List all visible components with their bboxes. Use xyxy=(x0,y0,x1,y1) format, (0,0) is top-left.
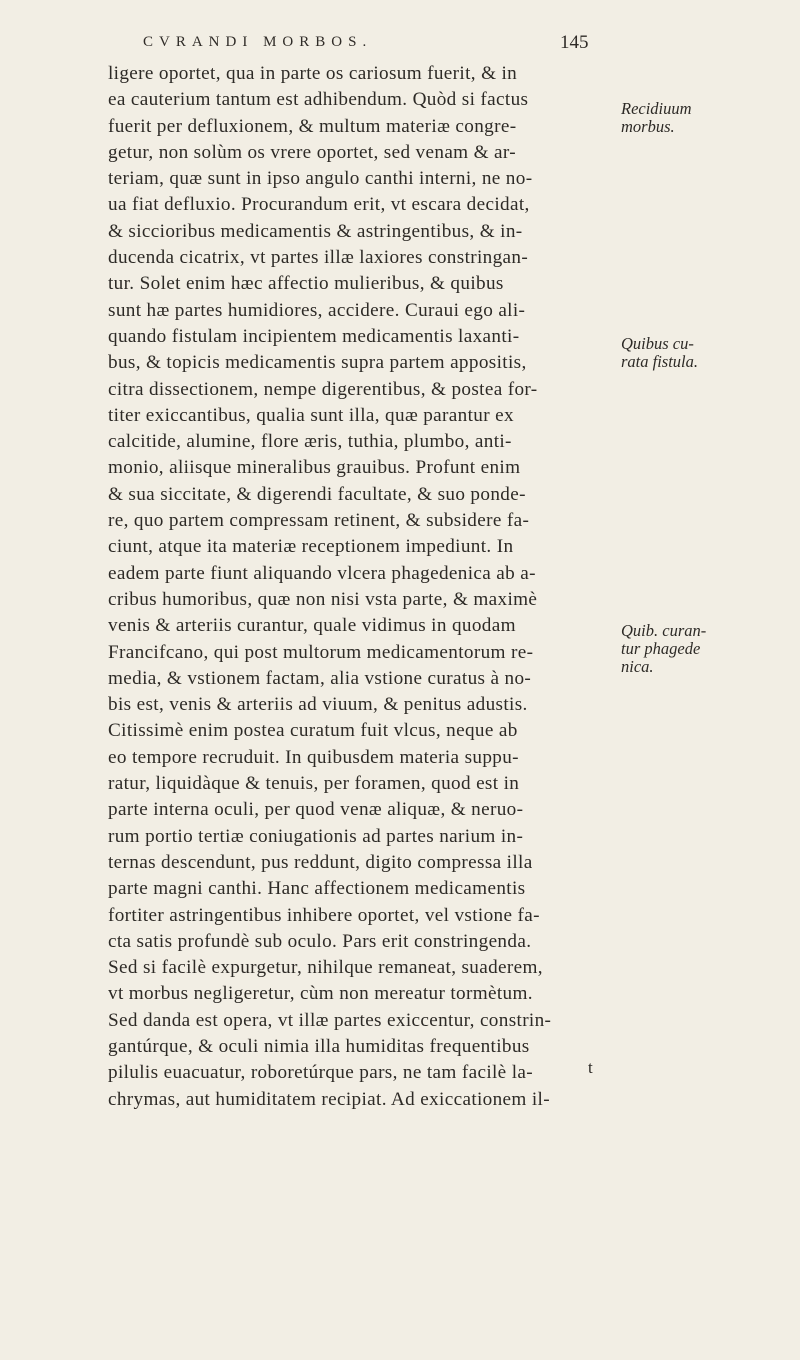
catchword: t xyxy=(588,1058,593,1077)
text-line: citra dissectionem, nempe digerentibus, & postea for- xyxy=(108,378,538,400)
text-line: fortiter astringentibus inhibere oportet, vel vstione fa- xyxy=(108,904,540,926)
text-line: gantúrque, & oculi nimia illa humiditas frequentibus xyxy=(108,1035,530,1057)
margin-note-line: morbus. xyxy=(621,117,675,136)
text-line: getur, non solùm os vrere oportet, sed venam & ar- xyxy=(108,141,516,163)
text-line: chrymas, aut humiditatem recipiat. Ad exiccationem il- xyxy=(108,1088,550,1110)
text-line: eo tempore recruduit. In quibusdem materia suppu- xyxy=(108,746,519,768)
running-head: CVRANDI MORBOS. xyxy=(143,34,373,50)
margin-note-line: Quibus cu- xyxy=(621,334,694,353)
margin-note-fistula xyxy=(621,335,791,371)
text-line: venis & arteriis curantur, quale vidimus in quodam xyxy=(108,615,516,637)
text-line: ea cauterium tantum est adhibendum. Quòd si factus xyxy=(108,89,529,111)
text-line: media, & vstionem factam, alia vstione curatus à no- xyxy=(108,667,532,689)
text-line: eadem parte fiunt aliquando vlcera phagedenica ab a- xyxy=(108,562,536,584)
text-line: sunt hæ partes humidiores, accidere. Curaui ego ali- xyxy=(108,299,526,321)
margin-note-line: Recidiuum xyxy=(621,99,692,118)
text-line: parte magni canthi. Hanc affectionem medicamentis xyxy=(108,878,526,900)
text-line: monio, aliisque mineralibus grauibus. Profunt enim xyxy=(108,457,521,479)
text-line: re, quo partem compressam retinent, & subsidere fa- xyxy=(108,510,530,532)
margin-note-line: nica. xyxy=(621,657,654,676)
text-line: teriam, quæ sunt in ipso angulo canthi interni, ne no- xyxy=(108,168,533,190)
text-line: Francifcano, qui post multorum medicamentorum re- xyxy=(108,641,534,663)
text-line: ua fiat defluxio. Procurandum erit, vt escara decidat, xyxy=(108,194,530,216)
text-line: Sed si facilè expurgetur, nihilque remaneat, suaderem, xyxy=(108,957,543,979)
margin-note-phagedenica xyxy=(621,622,791,676)
text-line: tur. Solet enim hæc affectio mulieribus, & quibus xyxy=(108,273,504,295)
page-number: 145 xyxy=(560,32,589,53)
text-line: ducenda cicatrix, vt partes illæ laxiores constringan- xyxy=(108,247,529,269)
text-line: pilulis euacuatur, roboretúrque pars, ne tam facilè la- xyxy=(108,1062,533,1084)
text-line: parte interna oculi, per quod venæ aliquæ, & neruo- xyxy=(108,799,524,821)
text-line: calcitide, alumine, flore æris, tuthia, plumbo, anti- xyxy=(108,431,512,453)
text-line: bus, & topicis medicamentis supra partem appositis, xyxy=(108,352,527,374)
text-line: ciunt, atque ita materiæ receptionem impediunt. In xyxy=(108,536,514,558)
text-line: ratur, liquidàque & tenuis, per foramen, quod est in xyxy=(108,773,520,795)
text-line: ligere oportet, qua in parte os cariosum fuerit, & in xyxy=(108,63,518,84)
margin-note-recidivum xyxy=(621,100,791,136)
text-line: ternas descendunt, pus reddunt, digito compressa illa xyxy=(108,851,533,873)
text-line: quando fistulam incipientem medicamentis laxanti- xyxy=(108,325,520,347)
main-text-block xyxy=(108,61,608,1113)
text-line: & siccioribus medicamentis & astringentibus, & in- xyxy=(108,220,523,242)
text-line: cribus humoribus, quæ non nisi vsta parte, & maximè xyxy=(108,588,538,610)
text-line: Sed danda est opera, vt illæ partes exiccentur, constrin- xyxy=(108,1009,552,1031)
text-line: fuerit per defluxionem, & multum materiæ congre- xyxy=(108,115,517,137)
text-line: rum portio tertiæ coniugationis ad partes narium in- xyxy=(108,825,524,847)
margin-note-line: rata fistula. xyxy=(621,352,699,371)
text-line: bis est, venis & arteriis ad viuum, & penitus adustis. xyxy=(108,694,528,716)
text-line: titer exiccantibus, qualia sunt illa, quæ parantur ex xyxy=(108,404,514,426)
text-line: cta satis profundè sub oculo. Pars erit constringenda. xyxy=(108,930,532,952)
text-line: & sua siccitate, & digerendi facultate, & suo ponde- xyxy=(108,483,526,505)
margin-note-line: tur phagede xyxy=(621,639,701,658)
text-line: vt morbus negligeretur, cùm non mereatur tormètum. xyxy=(108,983,533,1005)
text-line: Citissimè enim postea curatum fuit vlcus, neque ab xyxy=(108,720,518,742)
margin-note-line: Quib. curan- xyxy=(621,621,707,640)
